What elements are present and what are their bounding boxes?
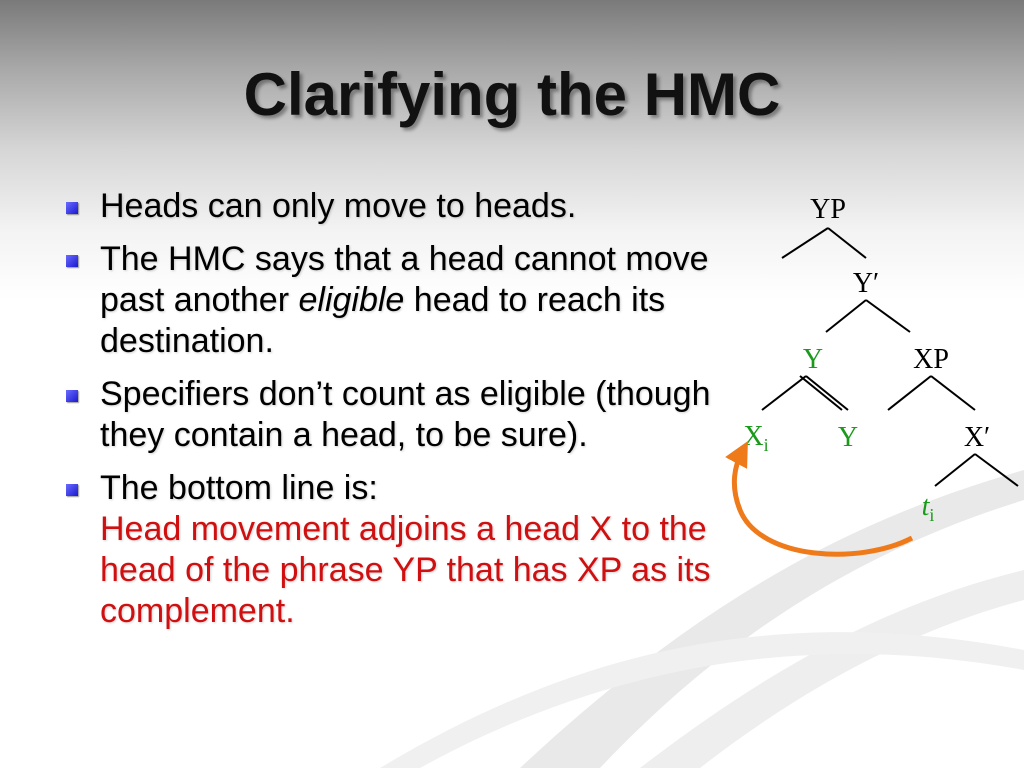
tree-branch [828, 228, 866, 258]
bullet-text-2-pre: The HMC says that a head cannot move past another [100, 240, 709, 319]
bullet-text-1: Heads can only move to heads. [100, 187, 577, 225]
tree-node-yp: YP [810, 194, 846, 225]
tree-branch [888, 376, 931, 410]
tree-branch-double [800, 376, 842, 410]
tree-node-y-lower: Y [837, 422, 859, 453]
tree-branch [975, 454, 1018, 486]
tree-branch [866, 300, 910, 332]
tree-node-x-head: $X_i$ [743, 421, 769, 455]
tree-node-ybar: Y′ [852, 268, 880, 299]
slide-title: Clarifying the HMC [243, 61, 781, 128]
movement-arrow [734, 452, 912, 554]
tree-branch [782, 228, 828, 258]
bullet-text-4-emphasis: Head movement adjoins a head X to the head of the phrase YP that has XP as its complement. [100, 510, 711, 630]
bullet-text-2-post: head to reach its destination. [100, 281, 666, 360]
tree-node-trace: $t_i$ [921, 491, 935, 525]
tree-branch [762, 376, 806, 410]
tree-node-xbar: X′ [963, 422, 991, 453]
tree-branch [931, 376, 975, 410]
tree-branch [806, 376, 848, 410]
tree-node-y-upper: Y [802, 344, 824, 375]
bullet-text-2-emphasis: eligible [298, 281, 405, 319]
bullet-text-3: Specifiers don’t count as eligible (though they contain a head, to be sure). [100, 375, 711, 454]
bullet-text-4: The bottom line is: [100, 469, 378, 507]
tree-branch [826, 300, 866, 332]
tree-branch [935, 454, 975, 486]
tree-node-xp: XP [913, 344, 949, 375]
